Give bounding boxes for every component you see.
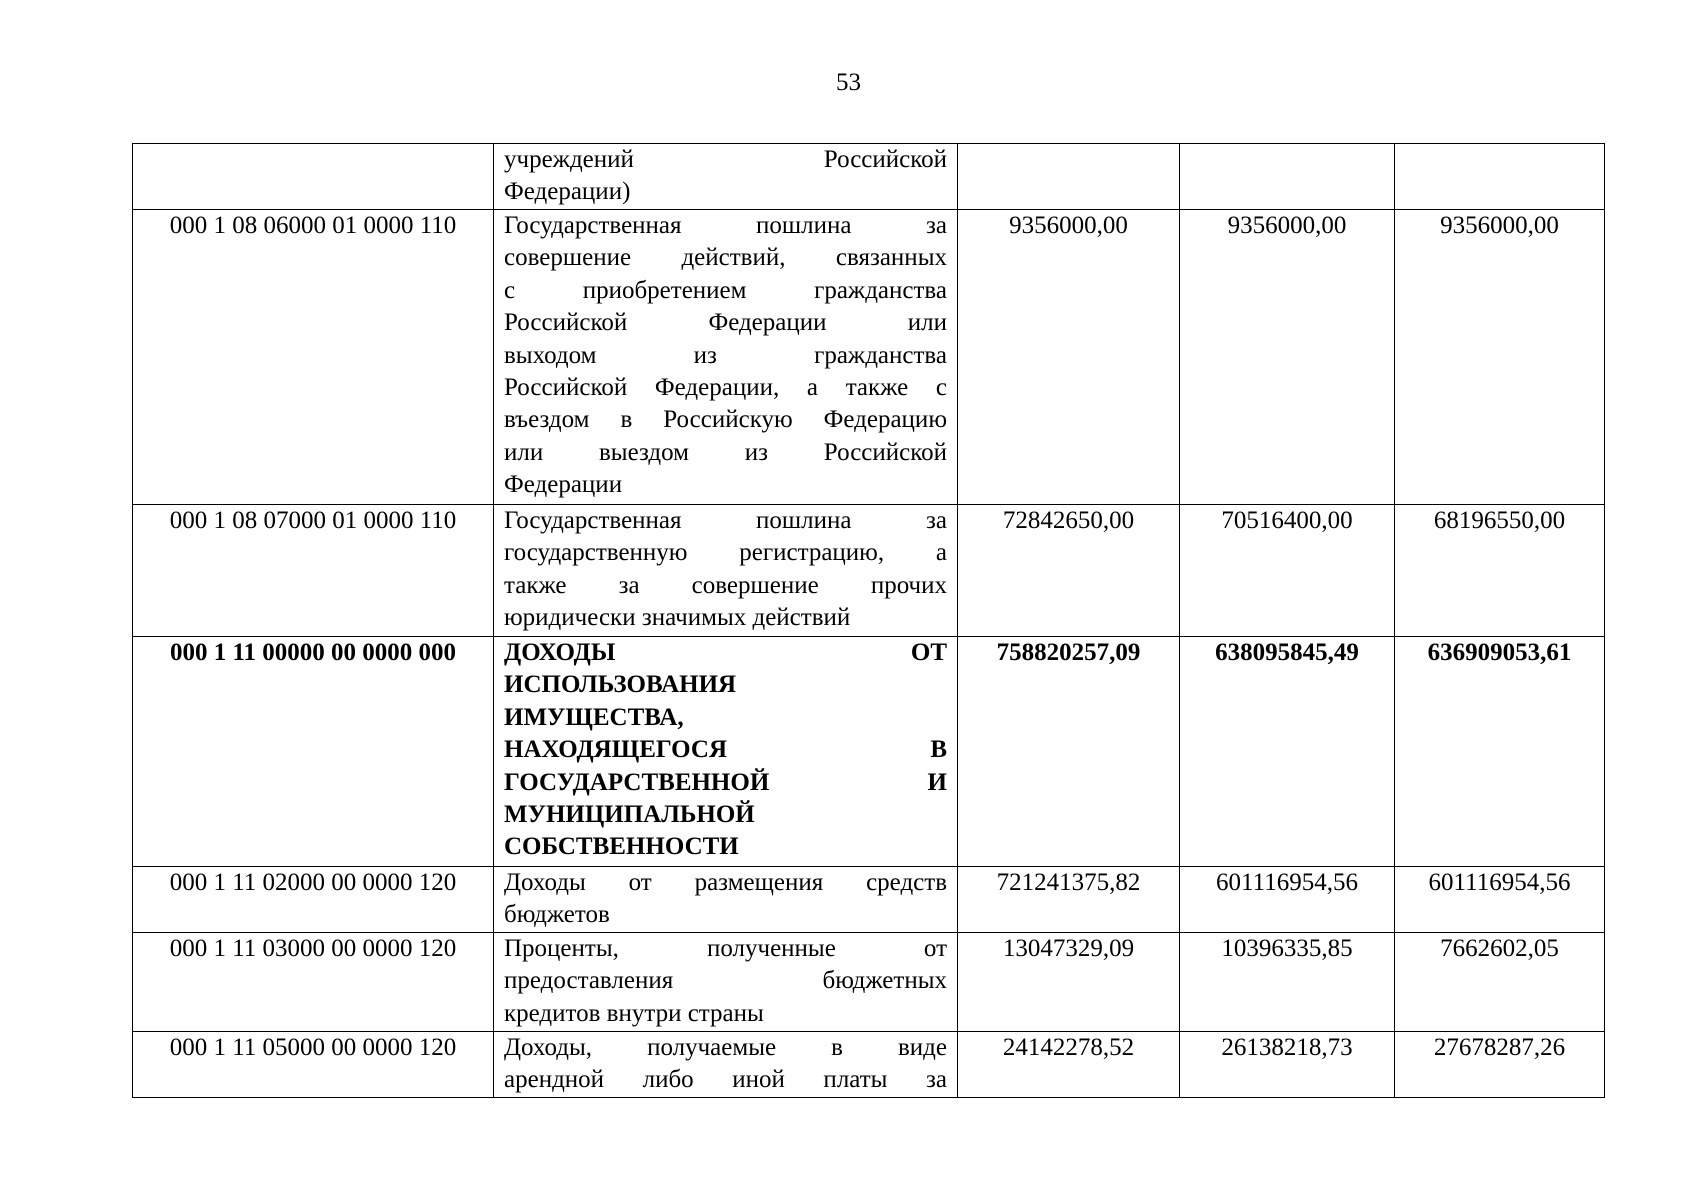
row-value-3: 68196550,00 [1395,505,1605,637]
row-name-line: арендной либо иной платы за [504,1066,947,1094]
row-value-1: 72842650,00 [958,505,1180,637]
row-name-line: государственную регистрацию, а [504,539,947,567]
row-name-line: НАХОДЯЩЕГОСЯ В [504,736,947,764]
table-row [133,505,1605,637]
row-name-line: Российской Федерации или [504,309,947,337]
page-number: 53 [836,69,861,96]
row-name-line: бюджетов [504,901,610,929]
row-value-1 [958,144,1180,210]
row-name [494,505,958,637]
row-name-line: МУНИЦИПАЛЬНОЙ [504,801,755,829]
row-name-line: ГОСУДАРСТВЕННОЙ И [504,768,947,796]
row-name-line: СОБСТВЕННОСТИ [504,833,739,861]
row-value-3: 9356000,00 [1395,210,1605,505]
row-name-line: Доходы от размещения средств [504,869,947,896]
row-name [494,210,958,505]
row-value-3: 7662602,05 [1395,933,1605,1032]
row-value-1: 758820257,09 [958,637,1180,867]
row-name-line: предоставления бюджетных [504,967,947,995]
row-name-line: Государственная пошлина за [504,507,947,534]
row-value-3: 27678287,26 [1395,1032,1605,1098]
row-name-line: выходом из гражданства [504,341,947,369]
row-name-line: Российской Федерации, а также с [504,374,947,402]
row-name-line: учреждений Российской [504,146,947,173]
table-row [133,1032,1605,1098]
row-code: 000 1 08 06000 01 0000 110 [133,210,494,505]
row-name-line: ИСПОЛЬЗОВАНИЯ [504,671,737,699]
row-name-line: юридически значимых действий [504,604,851,632]
row-code [133,144,494,210]
row-value-1: 24142278,52 [958,1032,1180,1098]
row-name-line: ДОХОДЫ ОТ [504,639,947,666]
row-value-2: 70516400,00 [1180,505,1395,637]
row-code: 000 1 11 00000 00 0000 000 [133,637,494,867]
row-value-2: 10396335,85 [1180,933,1395,1032]
row-value-3: 636909053,61 [1395,637,1605,867]
row-value-3: 601116954,56 [1395,867,1605,933]
row-name-line: или выездом из Российской [504,438,947,466]
row-code: 000 1 11 03000 00 0000 120 [133,933,494,1032]
row-name-line: Федерации [504,471,623,499]
row-name-line: Доходы, получаемые в виде [504,1034,947,1061]
row-name-line: кредитов внутри страны [504,999,764,1027]
row-name [494,867,958,933]
table-row [133,867,1605,933]
table-row [133,210,1605,505]
table-row-section [133,637,1605,867]
row-name-line: Проценты, полученные от [504,935,947,962]
row-name-line: также за совершение прочих [504,571,947,599]
row-value-2: 26138218,73 [1180,1032,1395,1098]
row-name-line: с приобретением гражданства [504,276,947,304]
row-name [494,637,958,867]
row-value-3 [1395,144,1605,210]
table-row [133,933,1605,1032]
row-value-2: 638095845,49 [1180,637,1395,867]
row-value-2: 601116954,56 [1180,867,1395,933]
row-value-1: 9356000,00 [958,210,1180,505]
row-name [494,144,958,210]
row-name-line: въездом в Российскую Федерацию [504,406,947,434]
row-name-line: ИМУЩЕСТВА, [504,703,684,731]
row-value-1: 721241375,82 [958,867,1180,933]
row-name-line: совершение действий, связанных [504,244,947,272]
row-value-2: 9356000,00 [1180,210,1395,505]
budget-revenue-table [132,143,1605,1098]
row-code: 000 1 11 02000 00 0000 120 [133,867,494,933]
row-name-line: Государственная пошлина за [504,212,947,239]
row-value-1: 13047329,09 [958,933,1180,1032]
row-name-line: Федерации) [504,178,631,206]
row-name [494,1032,958,1098]
row-code: 000 1 08 07000 01 0000 110 [133,505,494,637]
row-value-2 [1180,144,1395,210]
row-code: 000 1 11 05000 00 0000 120 [133,1032,494,1098]
row-name [494,933,958,1032]
table-row [133,144,1605,210]
